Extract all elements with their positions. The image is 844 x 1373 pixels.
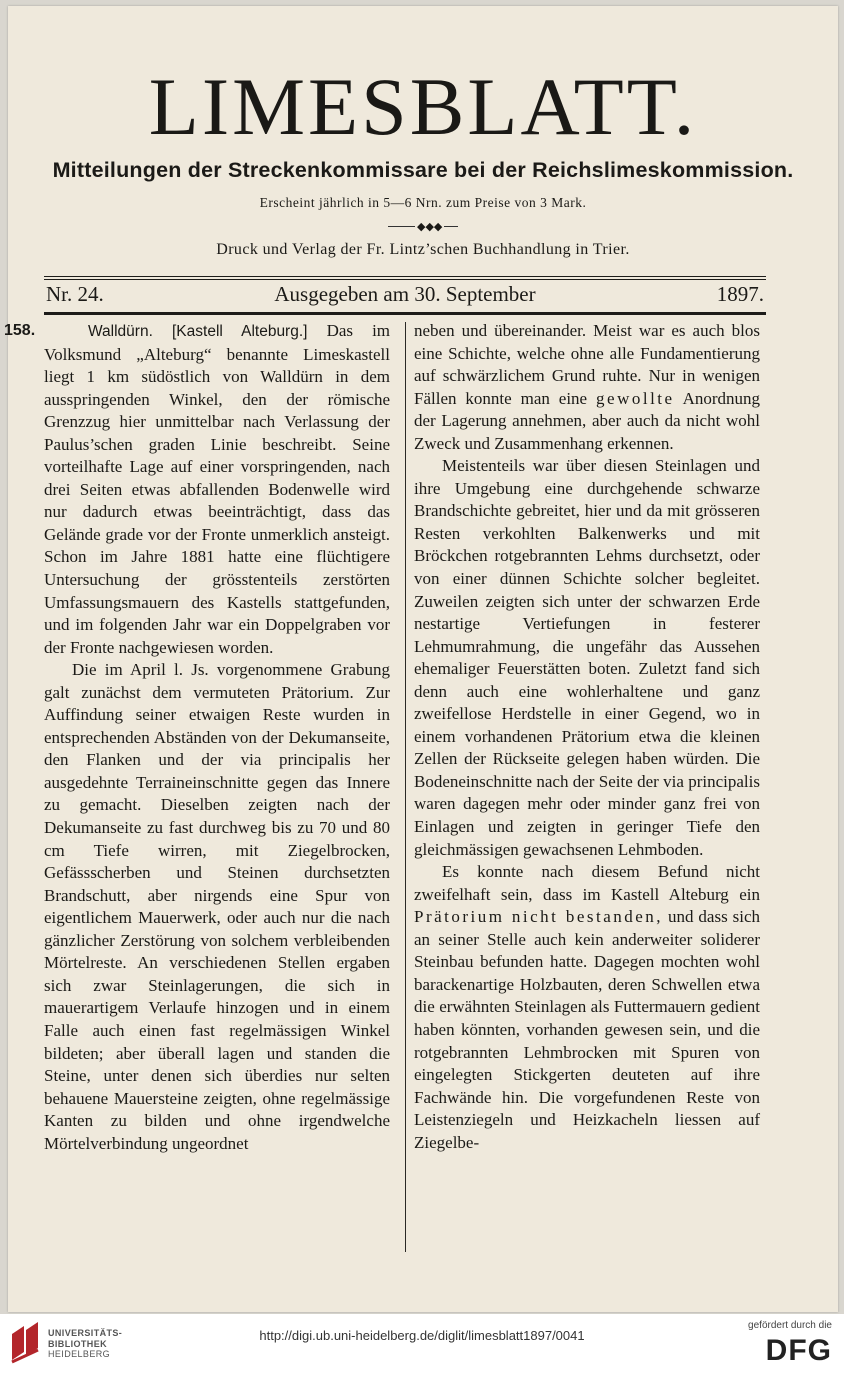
university-line-2: BIBLIOTHEK bbox=[48, 1338, 107, 1349]
right-paragraph-3 bbox=[414, 861, 760, 1154]
university-line-3: HEIDELBERG bbox=[48, 1349, 111, 1359]
issue-number: Nr. 24. bbox=[46, 282, 104, 306]
right-paragraph-2: Meistenteils war über diesen Steinlagen und ihre Umgebung eine durchgehende schwarze Brandschichte gebreitet, hier und da mit grösseren Resten verkohlten Balkenwerks und mit Bröckchen rotgebrannten Lehms durchsetzt, oder von einer dünnen Schichte solcher begleitet. Zuweilen zeigten sich unter der schwarzen Erde nestartige Vertiefungen in festerer Lehmumrahmung, die ungefähr das Aussehen ehemaliger Feuerstätten boten. Zuletzt fand sich denn auch eine wohlerhaltene und ganz zweifellose Herdstelle in einer Gegend, wo in einem vorhandenen Prätorium etwa die kleinen Zellen der Rückseite gelegen haben würden. Die Bodeneinschnitte nach der Seite der via principalis waren dagegen mehr oder minder ganz frei von Einlagen und zeigten in geringer Tiefe den gleichmässigen gewachsenen Lehmboden. bbox=[414, 456, 760, 859]
university-logo-icon bbox=[8, 1320, 42, 1366]
article-location: [Kastell Alteburg.] bbox=[172, 323, 308, 340]
header-rule-bottom bbox=[44, 312, 766, 315]
left-paragraph-1-text: Das im Volksmund „Alteburg“ benannte Limeskastell liegt 1 km südöstlich von Walldürn in dem ausspringenden Winkel, den der römische Grenzzug hier unmittelbar nach Verlassung der Paulus’schen graden Linie beschreibt. Seine vorteilhafte Lage auf einer vorspringenden, nach drei Seiten etwas abfallenden Bodenwelle wird nur dadurch etwas beeinträchtigt, dass das Gelände grade vor der Fronte unmerklich ansteigt. Schon im Jahre 1881 hatte eine flüchtigere Untersuchung der grösstenteils zerstörten Umfassungsmauern des Kastells stattgefunden, und im folgenden Jahr war ein Doppelgraben vor der Fronte nachgewiesen worden. bbox=[44, 321, 391, 657]
digitization-footer bbox=[0, 1314, 844, 1373]
right-paragraph-1-b: Anordnung der Lagerung annehmen, aber auch da nicht wohl Zweck und Zusammenhang erkennen. bbox=[414, 388, 761, 453]
left-paragraph-2: Die im April l. Js. vorgenommene Grabung galt zunächst dem vermuteten Prätorium. Zur Auffindung seiner etwaigen Reste wurden in entsprechenden Abständen von der Dekumanseite, den Flanken und der via principalis her ausgedehnte Terraineinschnitte gegen das Innere zu gemacht. Dieselben zeigten nach der Dekumanseite zu fast durchweg bis zu 70 und 80 cm Tiefe wirren, mit Ziegelbrocken, Gefässscherben und Steinen durchsetzten Brandschutt, aber nirgends eine Spur von eigentlichem Mauerwerk, oder auch nur die nach gänzlicher Zerstörung von solchem verbleibenden Mörtelreste. An verschiedenen Stellen ergaben sich zwar Steinlagerungen, die sich in mauerartigem Verlaufe hinzogen und in einem Falle auch einen fast regelmässigen Winkel bildeten; aber überall lagen und standen die Steine, unter denen sich überdies nur selten behauene Mauersteine zeigten, ohne regelmässige Kanten zu bilden und ohne irgendwelche Mörtelverbindung ungeordnet bbox=[44, 660, 390, 1153]
article-place: Walldürn. bbox=[88, 323, 153, 340]
article-number: 158. bbox=[4, 322, 36, 339]
issue-year: 1897. bbox=[716, 282, 764, 306]
emphasis-praetorium: Prätorium nicht bestanden, bbox=[414, 907, 664, 927]
left-column bbox=[44, 320, 390, 1155]
right-column bbox=[414, 320, 760, 1154]
publication-subtitle: Mitteilungen der Streckenkommissare bei der Reichslimeskommission. bbox=[52, 158, 794, 182]
ornament-glyph: ◆◆◆ bbox=[417, 221, 443, 233]
university-line-1: UNIVERSITÄTS- bbox=[48, 1328, 123, 1338]
permalink-url[interactable]: http://digi.ub.uni-heidelberg.de/diglit/limesblatt1897/0041 bbox=[259, 1328, 585, 1343]
left-paragraph-1 bbox=[44, 320, 390, 659]
column-divider bbox=[405, 322, 406, 1252]
emphasis-gewollte: gewollte bbox=[596, 388, 675, 408]
issue-date: Ausgegeben am 30. September bbox=[274, 282, 536, 306]
funding-note: gefördert durch die bbox=[748, 1320, 832, 1331]
right-paragraph-1 bbox=[414, 320, 760, 455]
issue-line bbox=[46, 280, 764, 308]
dfg-logo: DFG bbox=[765, 1334, 832, 1367]
publication-title: LIMESBLATT. bbox=[148, 61, 698, 152]
right-paragraph-1-a: neben und übereinander. Meist war es auch blos eine Schichte, welche ohne alle Fundamentierung auf schwärzlichem Grund ruhte. Nur in wenigen Fällen konnte man eine bbox=[414, 321, 760, 408]
right-paragraph-3-a: Es konnte nach diesem Befund nicht zweifelhaft sein, dass im Kastell Alteburg ein bbox=[414, 862, 760, 904]
publisher-line: Druck und Verlag der Fr. Lintz’schen Buchhandlung in Trier. bbox=[216, 241, 630, 258]
ornament-divider bbox=[388, 221, 458, 233]
masthead bbox=[8, 61, 838, 259]
right-paragraph-3-b: und dass sich an seiner Stelle auch kein anderweiter soliderer Steinbau befunden hatte. Dagegen mochten wohl barackenartige Holzbauten, deren Schwellen etwa die erwähnten Steinlagen als Futtermauern gedient haben könnten, vorhanden gewesen sein, und die rotgebrannten Lehmbrocken mit Spuren von eingelegten Stickgerten deuteten auf ihre Fachwände hin. Die vorgefundenen Reste von Leistenziegeln und Heizkacheln liessen auf Ziegelbe- bbox=[414, 907, 760, 1152]
header-rule-top bbox=[44, 276, 766, 277]
subscription-note: Erscheint jährlich in 5—6 Nrn. zum Preise von 3 Mark. bbox=[259, 195, 587, 210]
